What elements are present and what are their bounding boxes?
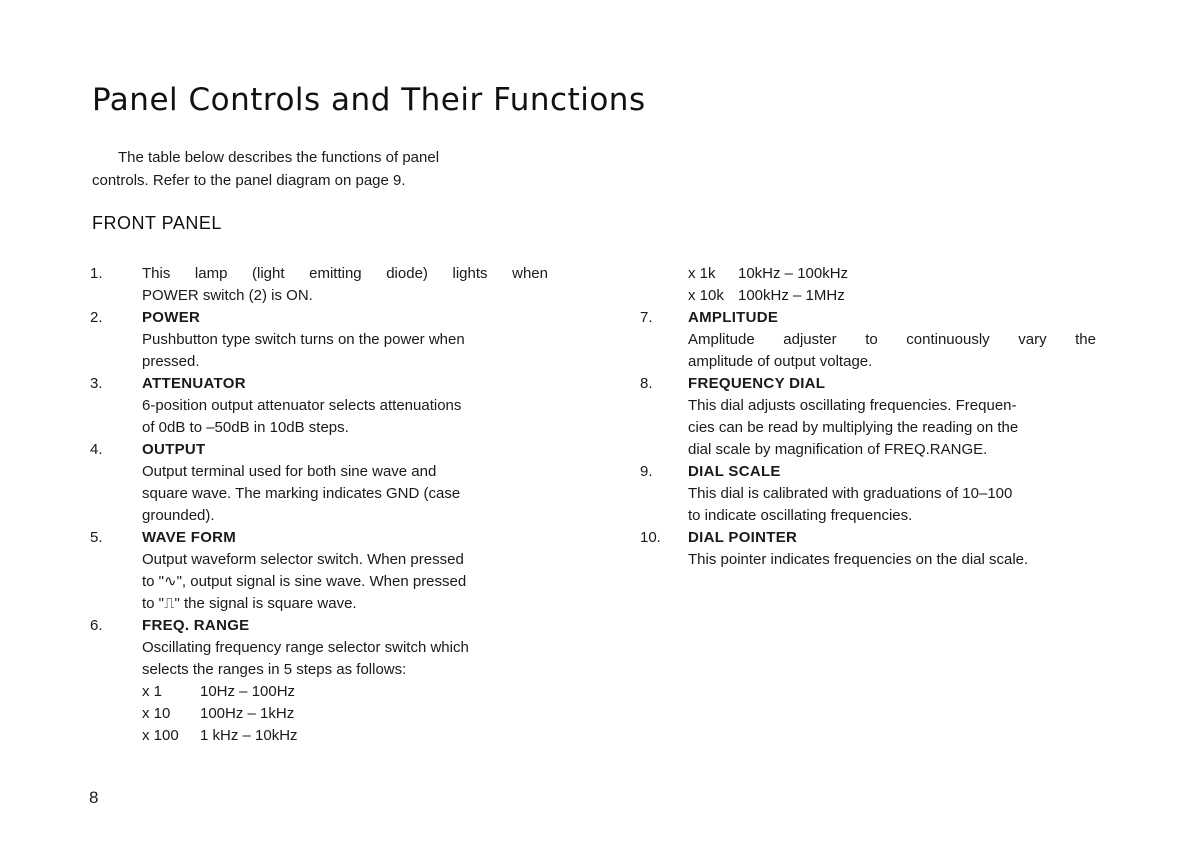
item-heading: ATTENUATOR: [142, 375, 246, 392]
item-text: This pointer indicates frequencies on the dial scale.: [688, 551, 1029, 568]
range-row: [142, 681, 295, 703]
word: This: [142, 265, 171, 282]
item-text: of 0dB to –50dB in 10dB steps.: [142, 419, 349, 436]
item-heading: WAVE FORM: [142, 529, 237, 546]
item-heading: POWER: [142, 309, 201, 326]
intro-line: The table below describes the functions of panel: [118, 149, 440, 166]
section-heading: FRONT PANEL: [92, 213, 222, 233]
item-number: 2.: [90, 309, 103, 326]
item-number: 8.: [640, 375, 653, 392]
item-text: selects the ranges in 5 steps as follows:: [142, 661, 407, 678]
item-text: amplitude of output voltage.: [688, 353, 873, 370]
word: lights: [452, 265, 488, 282]
range-multiplier: x 10: [142, 705, 171, 722]
item-text: pressed.: [142, 353, 200, 370]
list-item: [90, 263, 548, 285]
range-multiplier: x 100: [142, 727, 179, 744]
list-item: [90, 527, 500, 549]
range-row: [142, 725, 298, 747]
item-text: Oscillating frequency range selector switch which: [142, 639, 469, 656]
item-number: 7.: [640, 309, 653, 326]
item-number: 4.: [90, 441, 103, 458]
item-heading: OUTPUT: [142, 441, 206, 458]
list-item: [90, 439, 500, 461]
word: Amplitude: [688, 331, 755, 348]
item-heading: FREQUENCY DIAL: [688, 375, 826, 392]
range-multiplier: x 10k: [688, 287, 724, 304]
item-text: cies can be read by multiplying the reading on the: [688, 419, 1019, 436]
range-row: [142, 703, 294, 725]
word: vary: [1018, 331, 1047, 348]
word: adjuster: [783, 331, 837, 348]
item-text: grounded).: [142, 507, 215, 524]
list-item: [640, 373, 1100, 395]
list-item: [90, 615, 500, 637]
item-heading: DIAL SCALE: [688, 463, 781, 480]
word: to: [865, 331, 878, 348]
item-text: square wave. The marking indicates GND (case: [142, 485, 461, 502]
word: emitting: [309, 265, 362, 282]
range-multiplier: x 1: [142, 683, 163, 700]
item-text: to "⎍" the signal is square wave.: [142, 595, 357, 612]
left-column: [90, 263, 548, 747]
list-item: [90, 307, 500, 329]
word: lamp: [194, 265, 228, 282]
item-text: 6-position output attenuator selects attenuations: [142, 397, 462, 414]
intro-paragraph: [92, 146, 552, 192]
range-value: 1 kHz – 10kHz: [200, 727, 298, 744]
range-row: [688, 263, 848, 285]
item-text: Output terminal used for both sine wave and: [142, 463, 437, 480]
item-text: [688, 329, 1096, 351]
page-title: Panel Controls and Their Functions: [92, 82, 646, 118]
item-heading: FREQ. RANGE: [142, 617, 250, 634]
item-text: This dial adjusts oscillating frequencies. Frequen-: [688, 397, 1017, 414]
item-number: 5.: [90, 529, 103, 546]
item-number: 3.: [90, 375, 103, 392]
range-value: 10kHz – 100kHz: [738, 265, 849, 282]
item-number: 9.: [640, 463, 653, 480]
list-item: [640, 307, 1100, 329]
item-text: Output waveform selector switch. When pressed: [142, 551, 464, 568]
word: diode): [386, 265, 428, 282]
item-text: dial scale by magnification of FREQ.RANGE.: [688, 441, 988, 458]
item-text: POWER switch (2) is ON.: [142, 287, 313, 304]
item-text: to indicate oscillating frequencies.: [688, 507, 913, 524]
intro-line: controls. Refer to the panel diagram on page 9.: [92, 172, 406, 189]
word: the: [1075, 331, 1096, 348]
item-text: [142, 263, 548, 285]
range-row: [688, 285, 845, 307]
range-multiplier: x 1k: [688, 265, 716, 282]
item-number: 6.: [90, 617, 103, 634]
item-number: 1.: [90, 265, 103, 282]
word: (light: [252, 265, 285, 282]
item-text: to "∿", output signal is sine wave. When pressed: [142, 573, 467, 590]
range-value: 10Hz – 100Hz: [200, 683, 296, 700]
right-column: [640, 263, 1100, 571]
item-text: Pushbutton type switch turns on the power when: [142, 331, 465, 348]
item-number: 10.: [640, 529, 661, 546]
page-number: 8: [89, 788, 99, 807]
word: when: [512, 265, 548, 282]
list-item: [90, 373, 500, 395]
item-heading: AMPLITUDE: [688, 309, 779, 326]
item-heading: DIAL POINTER: [688, 529, 798, 546]
list-item: [640, 461, 1100, 483]
item-text: This dial is calibrated with graduations of 10–100: [688, 485, 1013, 502]
list-item: [640, 527, 1100, 549]
word: continuously: [906, 331, 990, 348]
range-value: 100kHz – 1MHz: [738, 287, 845, 304]
range-value: 100Hz – 1kHz: [200, 705, 295, 722]
